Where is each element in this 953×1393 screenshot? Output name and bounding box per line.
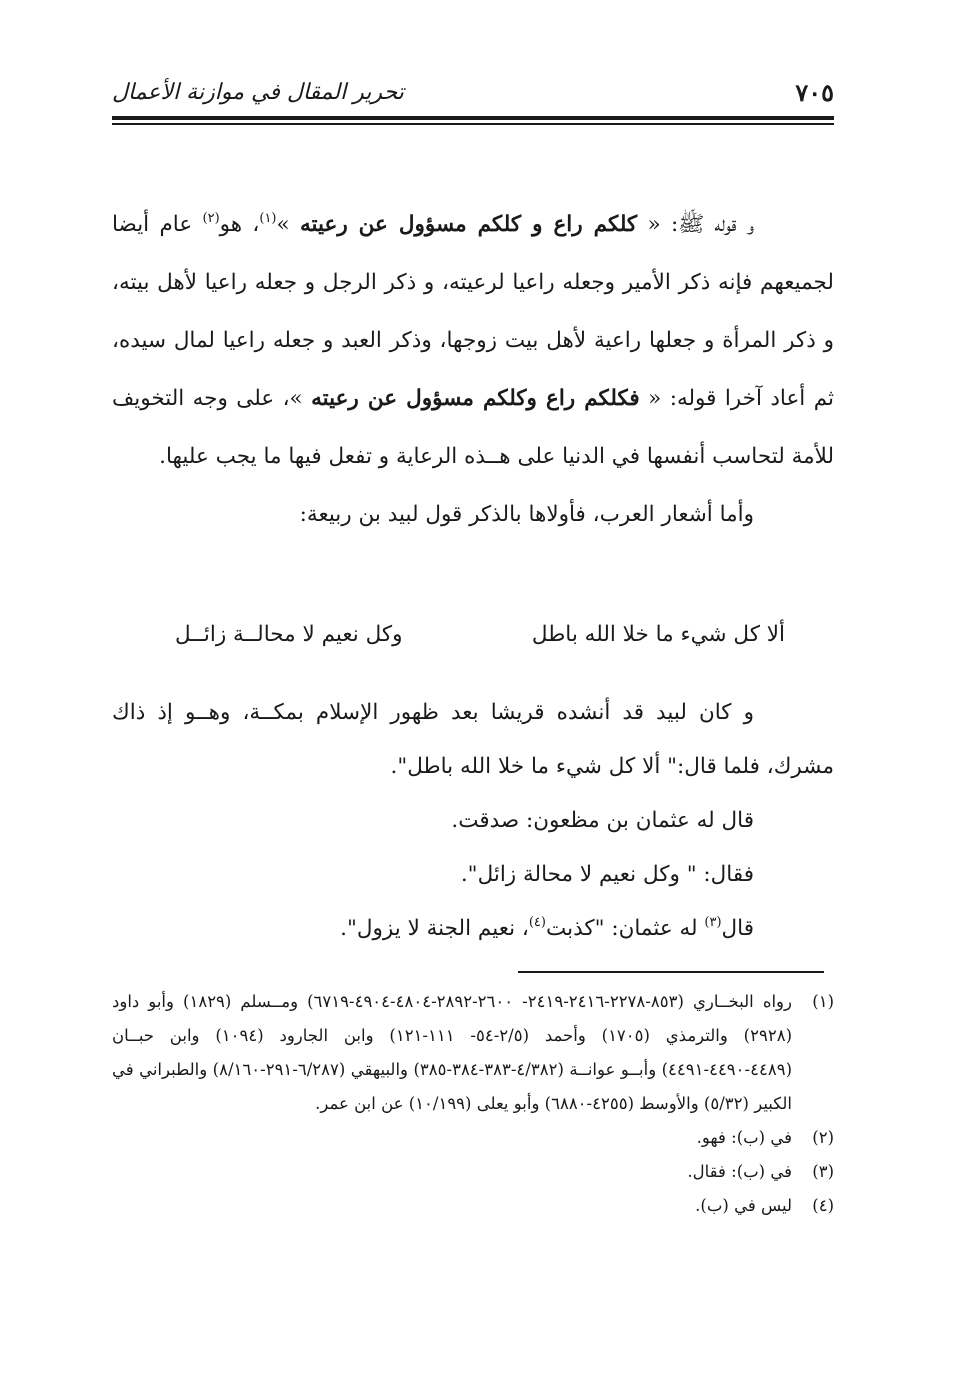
paragraph-1 — [112, 196, 834, 486]
footnote-2 — [112, 1121, 834, 1155]
footnote-number: (١) — [812, 992, 834, 1011]
footnote-text: رواه البخــاري (٨٥٣-٢٢٧٨-٢٤١٦-٢٤١٩- ٢٦٠٠-٢٨٩٢-٤٨٠٤-٤٩٠٤-٦٧١٩) ومــسلم (١٨٢٩) وأبو داود (٢٩٢٨) والترمذي (١٧٠٥) وأحمد (٢/٥-٥٤- ١١١-١٢١) وابن الجارود (١٠٩٤) وابن حبــان (٤٤٨٩-٤٤٩٠-٤٤٩١) وأبــو عوانــة (٤/٣٨٢-٣٨٣-٣٨٤-٣٨٥) والبيهقي (٦/٢٨٧-٢٩١-٨/١٦٠) والطبراني في الكبير (٥/٣٢) والأوسط (٤٢٥٥-٦٨٨٠) وأبو يعلى (١٠/١٩٩) عن ابن عمر. — [112, 992, 792, 1113]
dialogue-line-2: فقال: " وكل نعيم لا محالة زائل". — [460, 862, 754, 887]
running-title: تحرير المقال في موازنة الأعمال — [112, 80, 404, 105]
poem-verse — [175, 622, 785, 672]
paragraph-1-part-d: ، هو — [219, 212, 260, 237]
page-header — [112, 78, 834, 118]
paragraph-2: وأما أشعار العرب، فأولاها بالذكر قول لبيد بن ربيعة: — [299, 502, 754, 527]
hadith-quote-1: كلكم راع و كلكم مسؤول عن رعيته — [299, 212, 638, 237]
page-number: ٧٠٥ — [795, 78, 834, 107]
footnotes — [112, 985, 834, 1223]
dialogue-line-3-part-b: له عثمان: "كذبت — [545, 916, 705, 941]
paragraph-1-part-g: »، على وجه التخويف للأمة لتحاسب أنفسها في الدنيا على هــذه الرعاية و تفعل فيها ما يجب عليها. — [112, 386, 834, 469]
header-rule-thick — [112, 116, 834, 120]
paragraph-3: و كان لبيد قد أنشده قريشا بعد ظهور الإسلام بمكــة، وهــو إذ ذاك مشرك، فلما قال:" ألا كل شيء ما خلا الله باطل". — [112, 700, 834, 779]
footnote-number: (٣) — [812, 1162, 834, 1181]
footnote-separator — [518, 971, 824, 973]
footnote-text: في (ب): فقال. — [687, 1162, 792, 1181]
poem-hemistich-second: وكل نعيم لا محالــة زائــل — [175, 622, 403, 647]
dialogue-line-3-part-c: ، نعيم الجنة لا يزول". — [340, 916, 529, 941]
main-text-block — [112, 196, 834, 544]
main-text-block-2 — [112, 686, 834, 956]
poem-hemistich-first: ألا كل شيء ما خلا الله باطل — [531, 622, 785, 647]
footnote-ref-2: (٢) — [202, 211, 220, 226]
footnote-number: (٢) — [812, 1128, 834, 1147]
paragraph-1-part-a: و قوله ﷺ: « — [637, 212, 755, 237]
footnote-text: ليس في (ب). — [695, 1196, 792, 1215]
footnote-ref-1: (١) — [259, 211, 277, 226]
dialogue-line-3-part-a: قال — [721, 916, 754, 941]
footnote-ref-4: (٤) — [528, 915, 546, 930]
footnote-number: (٤) — [812, 1196, 834, 1215]
dialogue-line-1: قال له عثمان بن مظعون: صدقت. — [451, 808, 754, 833]
dialogue-line-3 — [112, 902, 834, 956]
paragraph-1-part-c: » — [276, 212, 300, 237]
footnote-3 — [112, 1155, 834, 1189]
paragraph-1-part-e: عام أيضا لجميعهم فإنه ذكر الأمير وجعله راعيا لرعيته، و ذكر الرجل و جعله راعيا لأهل بيته، و ذكر المرأة و جعلها راعية لأهل بيت زوجها، وذكر العبد و جعله راعيا لمال سيده، ثم أعاد آخرا قوله: « — [112, 212, 834, 411]
footnote-ref-3: (٣) — [704, 915, 722, 930]
hadith-quote-2: فكلكم راع وكلكم مسؤول عن رعيته — [311, 386, 640, 411]
header-rule-thin — [112, 123, 834, 125]
footnote-4 — [112, 1189, 834, 1223]
footnote-text: في (ب): فهو. — [696, 1128, 792, 1147]
footnote-1 — [112, 985, 834, 1121]
